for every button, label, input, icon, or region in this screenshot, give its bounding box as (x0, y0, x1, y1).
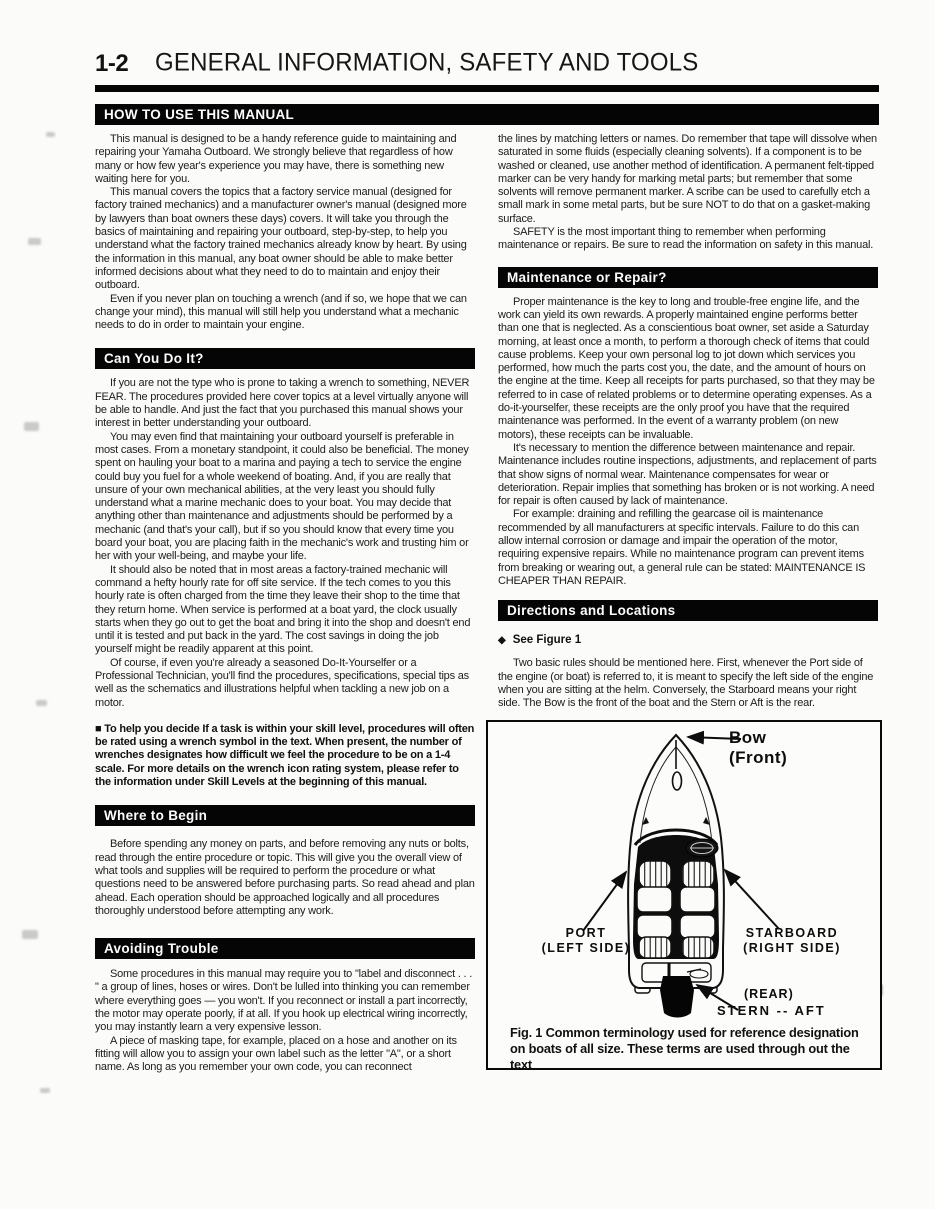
section-heading-directions-and-locations: Directions and Locations (498, 600, 878, 621)
rear-label: (REAR) (744, 987, 794, 1002)
section-heading-avoiding-trouble: Avoiding Trouble (95, 938, 475, 959)
paragraph: This manual covers the topics that a factory service manual (designed for factory trained mechanics) and a manufacturer owner's manual (designed more by lawyers than boat owners these days) covers. It will take you through the basics of maintaining and repairing your outboard, step-by-step, to help you understand what the factory trained mechanics already know by heart. By using the information in this manual, any boat owner should be able to make better informed decisions about what they need to do to maintain and enjoy their outboard. (95, 186, 467, 292)
page-number: 1-2 (95, 50, 129, 77)
paragraph: Two basic rules should be mentioned here. First, whenever the Port side of the engine (or boat) is referred to, it is meant to specify the left side of the engine when you are sitting at the helm. Conversely, the Starboard means your right side. The Bow is the front of the boat and the Stern or Aft is the rear. (498, 657, 874, 710)
figure-1 (486, 720, 882, 1073)
port-label (526, 926, 646, 956)
port-sublabel-text: (LEFT SIDE) (541, 941, 631, 956)
skill-level-note: ■ To help you decide If a task is within your skill level, procedures will often be rated using a wrench symbol in the text. When present, the number of wrenches designates how difficult we feel the procedure to be on a 1-4 scale. For more details on the wrench icon rating system, please refer to the information under Skill Levels at the beginning of this manual. (95, 722, 475, 789)
paragraph: For example: draining and refilling the gearcase oil is maintenance recommended by all manufacturers at specific intervals. Failure to do this can allow internal corrosion or damage and impair the operation of the motor, requiring expensive repairs. While no maintenance program can prevent items from breaking or wearing out, a general rule can be stated: MAINTENANCE IS CHEAPER THAN REPAIR. (498, 508, 866, 587)
paragraph: Before spending any money on parts, and before removing any nuts or bolts, read through the entire procedure or topic. This will give you the overall view of what tools and supplies will be required to perform the procedure or what questions need to be answered before purchasing parts. So read ahead and plan ahead. Each operation should be approached logically and all procedures thoroughly understood before attempting any work. (95, 838, 475, 917)
scan-artifact (36, 700, 47, 706)
section-heading-can-you-do-it: Can You Do It? (95, 348, 475, 369)
bow-label (729, 728, 787, 768)
starboard-label-text: STARBOARD (745, 926, 839, 941)
scan-artifact (24, 422, 39, 431)
stern-label: STERN -- AFT (717, 1003, 826, 1019)
page-header (95, 50, 879, 78)
figure-caption: Fig. 1 Common terminology used for reference designation on boats of all size. These terms are used through out the text (510, 1025, 859, 1073)
page-title: GENERAL INFORMATION, SAFETY AND TOOLS (155, 48, 699, 77)
port-label-text: PORT (565, 926, 607, 941)
paragraph: This manual is designed to be a handy reference guide to maintaining and repairing your Yamaha Outboard. We strongly believe that regardless of how many or how few year's experience you may have, there is something new waiting here for you. (95, 133, 457, 185)
see-figure-reference (498, 634, 878, 646)
paragraph: It should also be noted that in most areas a factory-trained mechanic will command a hefty hourly rate for off site service. If the tech comes to you this hourly rate is often charged from the time they leave their shop to the time that they return home. When service is performed at a boat yard, the clock usually starts when they go out to get the boat and bring it into the shop and doesn't end until it is tested and put back in the yard. The cost savings in doing the job yourself might be readily apparent at this point. (95, 563, 471, 656)
paragraph: Of course, if even you're already a seasoned Do-It-Yourselfer or a Professional Technician, you'll find the procedures, specifications, special tips as well as the schematics and illustrations helpful when tackling a new job on a motor. (95, 656, 469, 709)
scan-artifact (40, 1088, 50, 1093)
section-heading-how-to-use: HOW TO USE THIS MANUAL (95, 104, 879, 125)
starboard-label (730, 926, 854, 956)
bow-label-text: Bow (729, 728, 767, 748)
paragraph: the lines by matching letters or names. Do remember that tape will dissolve when saturated in some fluids (especially cleaning solvents). If a component is to be washed or cleaned, use another method of identification. A permanent felt-tipped marker can be very handy for marking metal parts; but remember that some solvents will remove permanent marker. A scribe can be used to carefully etch a small mark in some metal parts, but be sure NOT to do that on a gasket-making surface. (498, 133, 877, 225)
see-figure-text: See Figure 1 (512, 634, 582, 647)
paragraph: SAFETY is the most important thing to remember when performing maintenance or repairs. Be sure to read the information on safety in this manual. (498, 226, 874, 252)
diamond-bullet-icon: ◆ (498, 635, 506, 647)
right-column (498, 133, 878, 1075)
paragraph: It's necessary to mention the difference between maintenance and repair. Maintenance includes routine inspections, adjustments, and replacement of parts that show signs of normal wear. Maintenance compensates for wear or deterioration. Repair implies that something has broken or is not working. A need for repair is often caused by lack of maintenance. (498, 441, 877, 508)
paragraph: Some procedures in this manual may require you to "label and disconnect . . . " a group of lines, hoses or wires. Don't be lulled into thinking you can remember where everything goes — you won't. If you reconnect or install a part incorrectly, the motor may operate poorly, if at all. If you hook up electrical wiring incorrectly, you may instantly learn a very expensive lesson. (95, 968, 473, 1034)
starboard-sublabel-text: (RIGHT SIDE) (743, 941, 841, 956)
section-heading-where-to-begin: Where to Begin (95, 805, 475, 826)
left-column (95, 133, 475, 1075)
section-heading-maintenance-or-repair: Maintenance or Repair? (498, 267, 878, 288)
paragraph: A piece of masking tape, for example, placed on a hose and another on its fitting will allow you to assign your own label such as the letter "A", or a short name. As long as you remember your own code, you can reconnect (95, 1034, 457, 1074)
scan-artifact (46, 132, 55, 137)
paragraph: Proper maintenance is the key to long and trouble-free engine life, and the work can yield its own rewards. A properly maintained engine performs better than one that is neglected. As a conscientious boat owner, set aside a Saturday morning, at least once a month, to perform a thorough check of items that could cause problems. Keep your own personal log to jot down which services you performed, how much the parts cost you, the date, and the amount of hours on the engine at the time. Keep all receipts for parts purchased, so that they may be referred to in case of related problems or to determine operating expenses. As a do-it-yourselfer, these receipts are the only proof you have that the required maintenance was performed. In the event of a warranty problem (on new motors), these receipts can be invaluable. (498, 295, 875, 441)
scan-artifact (22, 930, 38, 939)
paragraph: Even if you never plan on touching a wrench (and if so, we hope that we can change your mind), this manual will still help you understand what a mechanic needs to do in order to maintain your engine. (95, 292, 467, 332)
paragraph: You may even find that maintaining your outboard yourself is preferable in most cases. From a monetary standpoint, it could also be beneficial. The money spent on hauling your boat to a marina and paying a tech to service the engine could buy you fuel for a whole weekend of boating. And, if you are really that unsure of your own mechanical abilities, at the very least you should fully understand what a marine mechanic does to your boat. You may decide that anything other than maintenance and adjustments should be performed by a mechanic (and that's your call), but if so you should know that every time you board your boat, you are placing faith in the mechanic's work and trusting him or her with your well-being, and maybe your life. (95, 430, 469, 563)
bow-sublabel-text: (Front) (729, 748, 788, 768)
scan-artifact (28, 238, 41, 245)
paragraph: If you are not the type who is prone to taking a wrench to something, NEVER FEAR. The procedures provided here cover topics at a level virtually anyone will be able to handle. And just the fact that you purchased this manual shows your interest in better understanding your outboard. (95, 377, 470, 430)
title-rule (95, 85, 879, 92)
